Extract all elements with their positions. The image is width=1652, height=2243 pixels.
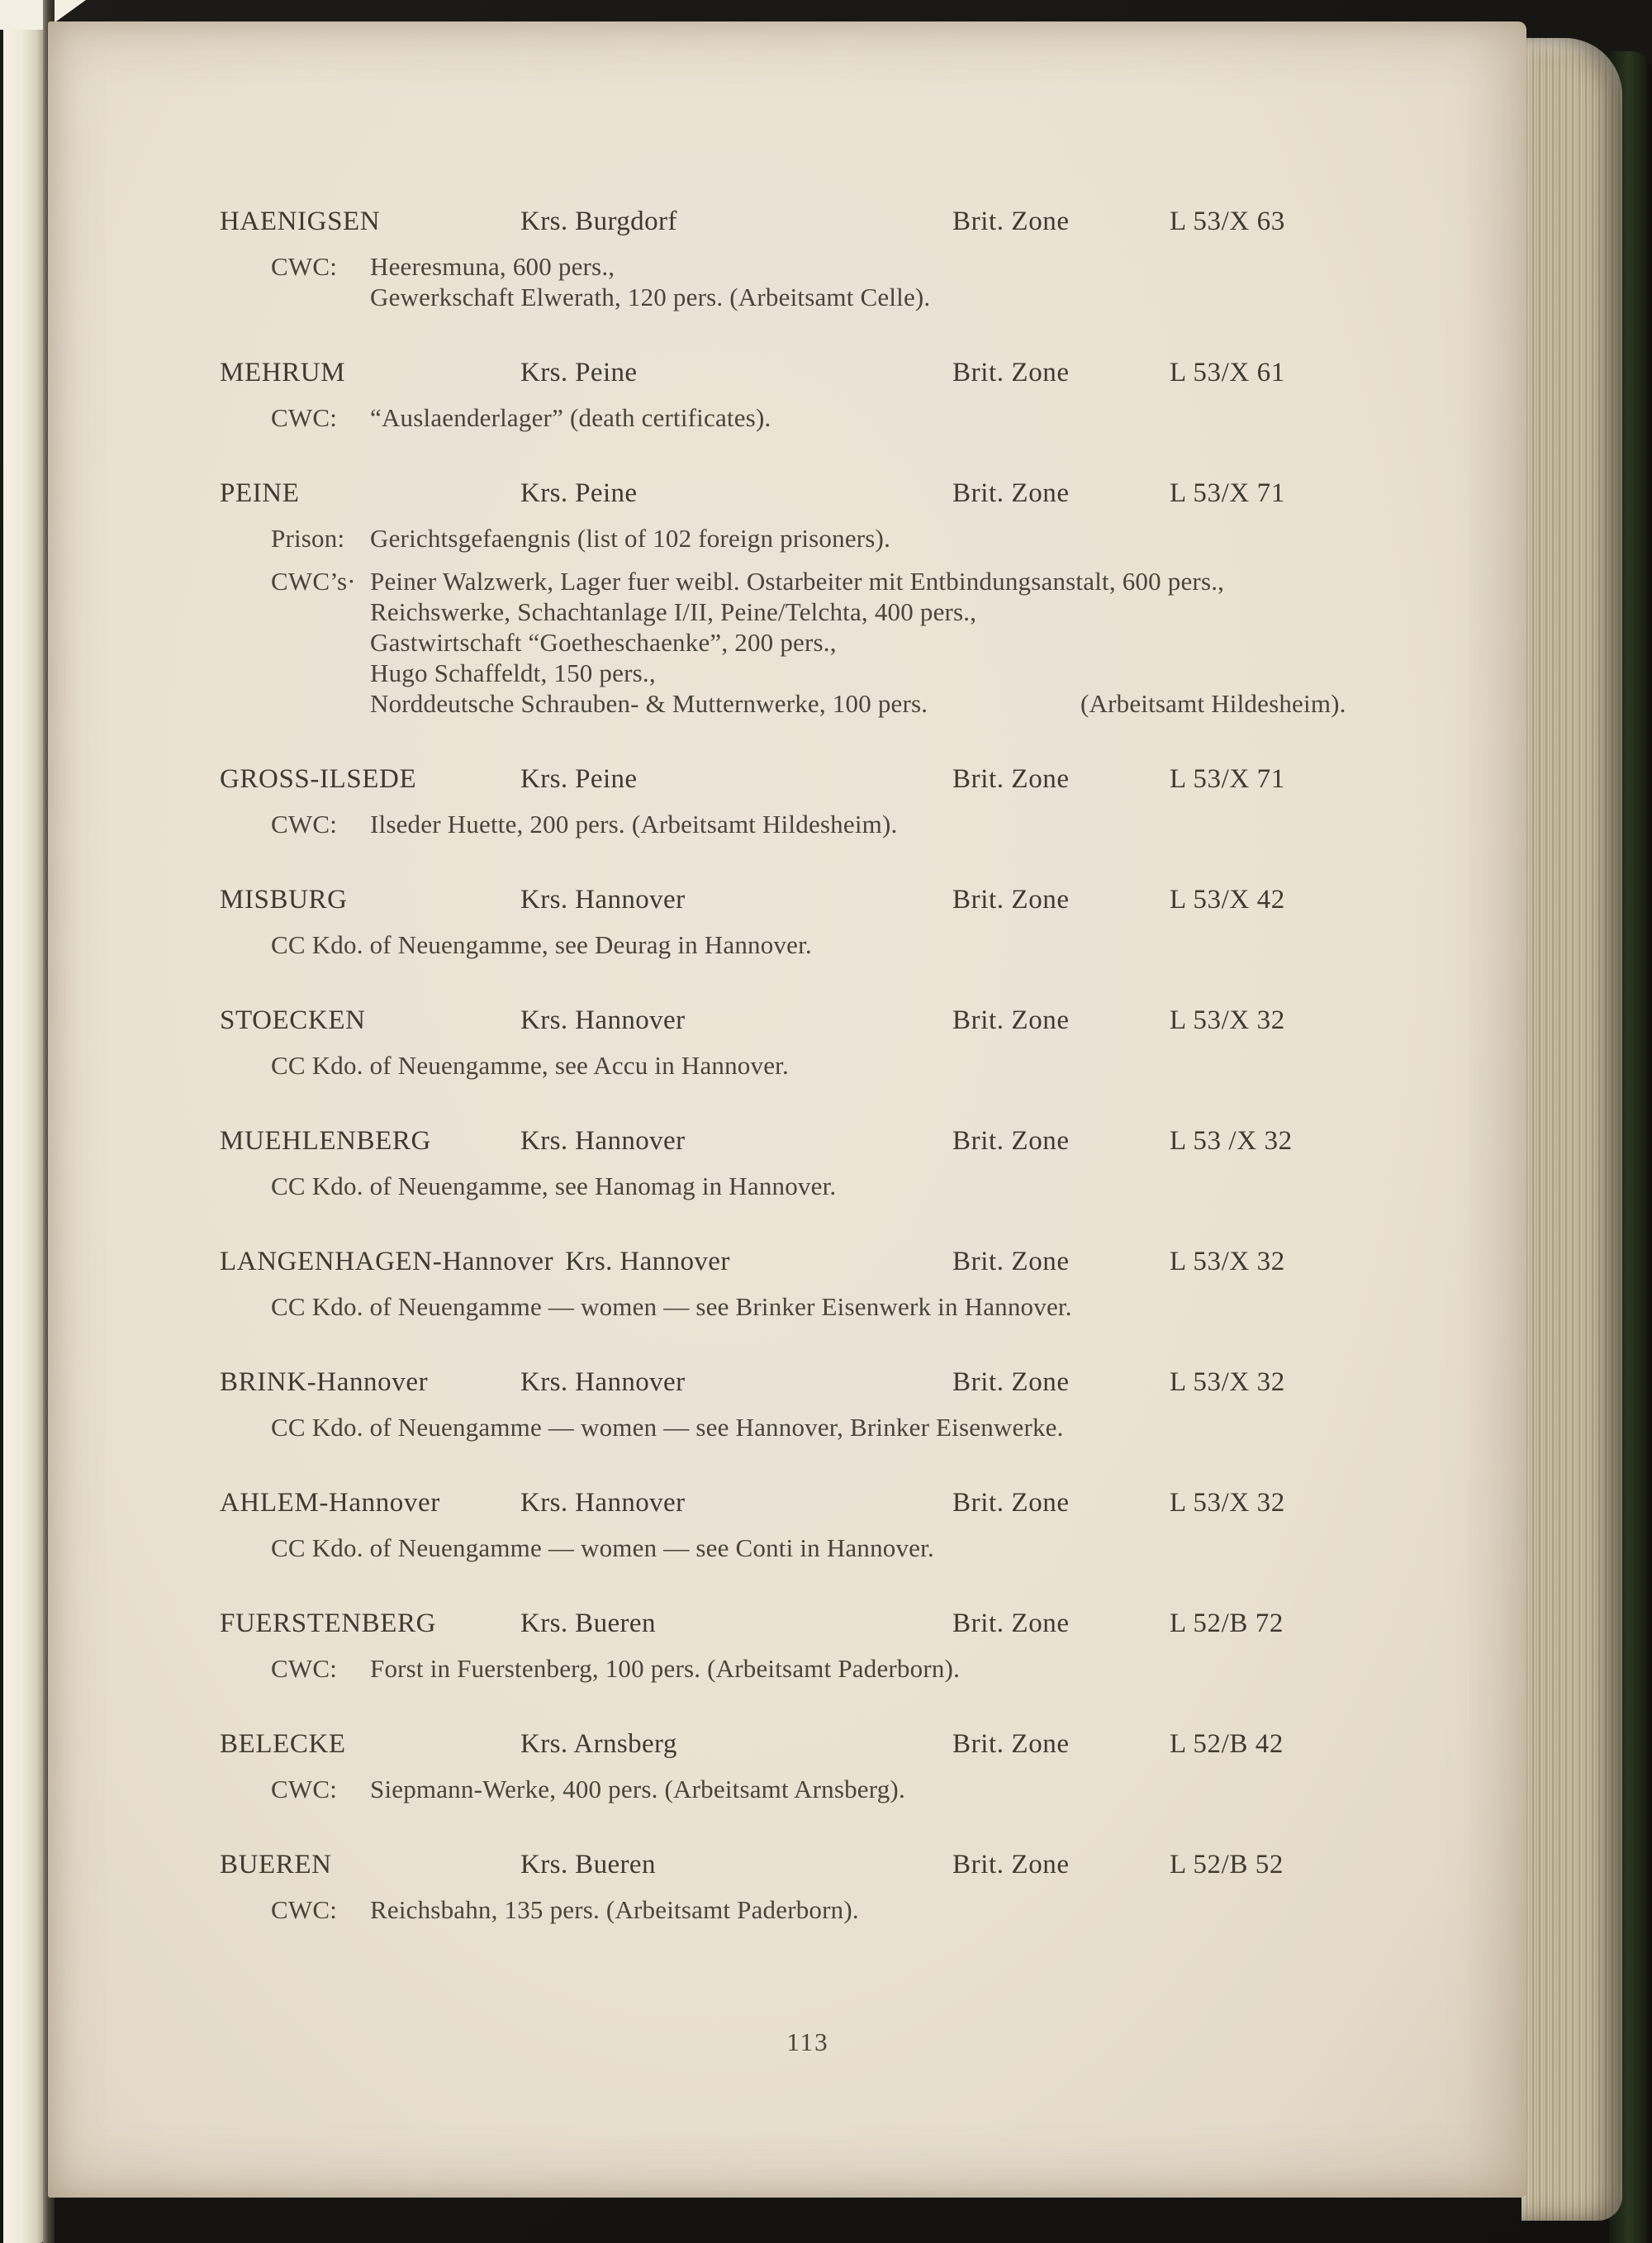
detail-label: CWC: [271, 810, 338, 839]
detail-text: CC Kdo. of Neuengamme, see Deurag in Hannover. [271, 930, 812, 959]
detail-label: CWC’s· [271, 567, 356, 596]
detail-label: CWC: [271, 1775, 338, 1803]
detail-text: CC Kdo. of Neuengamme — women — see Hannover, Brinker Eisenwerke. [271, 1413, 1064, 1442]
detail-label: CWC: [271, 252, 338, 281]
entry-header [220, 885, 1409, 915]
detail-text: Forst in Fuerstenberg, 100 pers. (Arbeitsamt Paderborn). [370, 1654, 961, 1683]
entry-header [220, 1488, 1409, 1518]
entry-detail-line [220, 627, 1409, 658]
entry [220, 478, 1409, 719]
entry-detail-line [220, 929, 1409, 960]
left-page-edge [3, 0, 45, 2243]
detail-label: CWC: [271, 1654, 338, 1683]
entry-district: Krs. Hannover [520, 1367, 686, 1397]
entry-zone: Brit. Zone [952, 1729, 1070, 1759]
entry [220, 207, 1409, 312]
entry-detail-line [220, 402, 1409, 433]
entry-zone: Brit. Zone [952, 1247, 1070, 1276]
entry-header [220, 1850, 1409, 1879]
entry-name: FUERSTENBERG [220, 1609, 437, 1638]
entry-name: HAENIGSEN [220, 207, 381, 236]
entry-detail-line [220, 282, 1409, 312]
entry-name: MISBURG [220, 885, 348, 915]
entry-details [220, 1774, 1409, 1804]
entry-details [220, 1653, 1409, 1684]
detail-label: CWC: [271, 403, 338, 432]
page-number: 113 [786, 2027, 829, 2056]
entry [220, 885, 1409, 960]
entry-detail-line [220, 1894, 1409, 1925]
entry-zone: Brit. Zone [952, 764, 1070, 794]
entry-details [220, 402, 1409, 433]
entry-header [220, 478, 1409, 508]
entry-detail-line [220, 1412, 1409, 1442]
entry-district: Krs. Hannover [520, 885, 686, 915]
entry-detail-line [220, 1774, 1409, 1804]
entry-district: Krs. Hannover [520, 1005, 686, 1035]
entry [220, 358, 1409, 433]
entry-name: PEINE [220, 478, 300, 508]
detail-text: Heeresmuna, 600 pers., [370, 252, 615, 281]
entry-district: Krs. Bueren [520, 1850, 656, 1879]
entry-header [220, 358, 1409, 387]
entry-district: Krs. Peine [520, 764, 638, 794]
entry [220, 1005, 1409, 1081]
entry-details [220, 809, 1409, 839]
entry-name: AHLEM-Hannover [220, 1488, 440, 1518]
page-content [220, 207, 1409, 2056]
entry-code: L 53/X 71 [1170, 764, 1285, 794]
entry-details [220, 1171, 1409, 1201]
entry-detail-line [220, 251, 1409, 282]
entry-zone: Brit. Zone [952, 358, 1070, 387]
entry-name: STOECKEN [220, 1005, 366, 1035]
entry-detail-line [220, 596, 1409, 627]
entry-code: L 53 /X 32 [1170, 1126, 1293, 1156]
entry-detail-line [220, 658, 1409, 688]
entry-details [220, 929, 1409, 960]
entry-header [220, 1609, 1409, 1638]
detail-text: “Auslaenderlager” (death certificates). [370, 403, 771, 432]
entry-details [220, 1291, 1409, 1322]
detail-text: Peiner Walzwerk, Lager fuer weibl. Ostarbeiter mit Entbindungsanstalt, 600 pers., [370, 567, 1225, 596]
entry-district: Krs. Hannover [520, 1488, 686, 1518]
entry-header [220, 764, 1409, 794]
entry [220, 1729, 1409, 1804]
detail-right-text: (Arbeitsamt Hildesheim). [1080, 689, 1346, 718]
entry-code: L 53/X 32 [1170, 1367, 1285, 1397]
entry-header [220, 1367, 1409, 1397]
detail-text: Gastwirtschaft “Goetheschaenke”, 200 pers., [370, 628, 837, 657]
entry-detail-line [220, 523, 1409, 554]
detail-text: Reichswerke, Schachtanlage I/II, Peine/Telchta, 400 pers., [370, 597, 977, 626]
entry-detail-line [220, 1171, 1409, 1201]
entry-header [220, 207, 1409, 236]
entry-header [220, 1247, 1409, 1276]
entry-header [220, 1126, 1409, 1156]
entry-name: LANGENHAGEN-Hannover [220, 1247, 554, 1276]
entry-code: L 53/X 63 [1170, 207, 1285, 236]
entry-district: Krs. Peine [520, 478, 638, 508]
entry-district: Krs. Peine [520, 358, 638, 387]
detail-label: Prison: [271, 524, 345, 553]
detail-text: CC Kdo. of Neuengamme, see Accu in Hannover. [271, 1051, 789, 1080]
entry-zone: Brit. Zone [952, 1005, 1070, 1035]
entry-detail-line [220, 809, 1409, 839]
detail-text: CC Kdo. of Neuengamme — women — see Conti in Hannover. [271, 1533, 934, 1562]
detail-label: CWC: [271, 1895, 338, 1924]
entry-detail-line [220, 1653, 1409, 1684]
entry-detail-line [220, 1050, 1409, 1081]
entry-district: Krs. Hannover [565, 1247, 730, 1276]
entry-header [220, 1729, 1409, 1759]
entry-code: L 52/B 42 [1170, 1729, 1284, 1759]
entry-code: L 53/X 32 [1170, 1488, 1285, 1518]
entry-detail-line [220, 566, 1409, 596]
entry-details [220, 1894, 1409, 1925]
detail-text: Siepmann-Werke, 400 pers. (Arbeitsamt Arnsberg). [370, 1775, 905, 1803]
entry-header [220, 1005, 1409, 1035]
entry-name: MUEHLENBERG [220, 1126, 431, 1156]
entry-zone: Brit. Zone [952, 1850, 1070, 1879]
entry-code: L 52/B 52 [1170, 1850, 1284, 1879]
entry-zone: Brit. Zone [952, 885, 1070, 915]
detail-text: CC Kdo. of Neuengamme — women — see Brinker Eisenwerk in Hannover. [271, 1292, 1072, 1321]
entry-code: L 53/X 61 [1170, 358, 1285, 387]
entry-details [220, 251, 1409, 312]
entry-details [220, 523, 1409, 719]
entry-code: L 53/X 32 [1170, 1005, 1285, 1035]
entries [220, 207, 1409, 1925]
entry-code: L 53/X 42 [1170, 885, 1285, 915]
entry-zone: Brit. Zone [952, 1126, 1070, 1156]
entry-name: BUEREN [220, 1850, 332, 1879]
entry-name: BRINK-Hannover [220, 1367, 429, 1397]
entry-details [220, 1533, 1409, 1563]
entry [220, 1247, 1409, 1322]
entry-detail-line [220, 688, 1409, 719]
entry [220, 1367, 1409, 1442]
entry-district: Krs. Bueren [520, 1609, 656, 1638]
entry-zone: Brit. Zone [952, 1367, 1070, 1397]
detail-text: Norddeutsche Schrauben- & Mutternwerke, 100 pers. [370, 689, 928, 718]
entry-detail-line [220, 1533, 1409, 1563]
detail-text: CC Kdo. of Neuengamme, see Hanomag in Hannover. [271, 1171, 837, 1200]
detail-text: Gerichtsgefaengnis (list of 102 foreign prisoners). [370, 524, 891, 553]
entry-code: L 53/X 32 [1170, 1247, 1285, 1276]
entry-detail-line [220, 1291, 1409, 1322]
entry-zone: Brit. Zone [952, 478, 1070, 508]
entry-name: GROSS-ILSEDE [220, 764, 417, 794]
entry-district: Krs. Burgdorf [520, 207, 677, 236]
entry-name: MEHRUM [220, 358, 346, 387]
page-stack-fore-edge [1521, 38, 1622, 2221]
entry-code: L 53/X 71 [1170, 478, 1285, 508]
detail-text: Gewerkschaft Elwerath, 120 pers. (Arbeitsamt Celle). [370, 283, 931, 311]
entry-zone: Brit. Zone [952, 207, 1070, 236]
entry [220, 1850, 1409, 1925]
entry [220, 1126, 1409, 1201]
book-page [48, 21, 1526, 2198]
entry [220, 1609, 1409, 1684]
detail-text: Hugo Schaffeldt, 150 pers., [370, 658, 656, 687]
entry-zone: Brit. Zone [952, 1488, 1070, 1518]
entry-district: Krs. Hannover [520, 1126, 686, 1156]
detail-text: Reichsbahn, 135 pers. (Arbeitsamt Paderborn). [370, 1895, 859, 1924]
entry-name: BELECKE [220, 1729, 346, 1759]
entry-details [220, 1050, 1409, 1081]
entry-code: L 52/B 72 [1170, 1609, 1284, 1638]
entry-district: Krs. Arnsberg [520, 1729, 677, 1759]
entry-zone: Brit. Zone [952, 1609, 1070, 1638]
entry-details [220, 1412, 1409, 1442]
entry [220, 1488, 1409, 1563]
detail-text: Ilseder Huette, 200 pers. (Arbeitsamt Hildesheim). [370, 810, 898, 839]
entry [220, 764, 1409, 839]
